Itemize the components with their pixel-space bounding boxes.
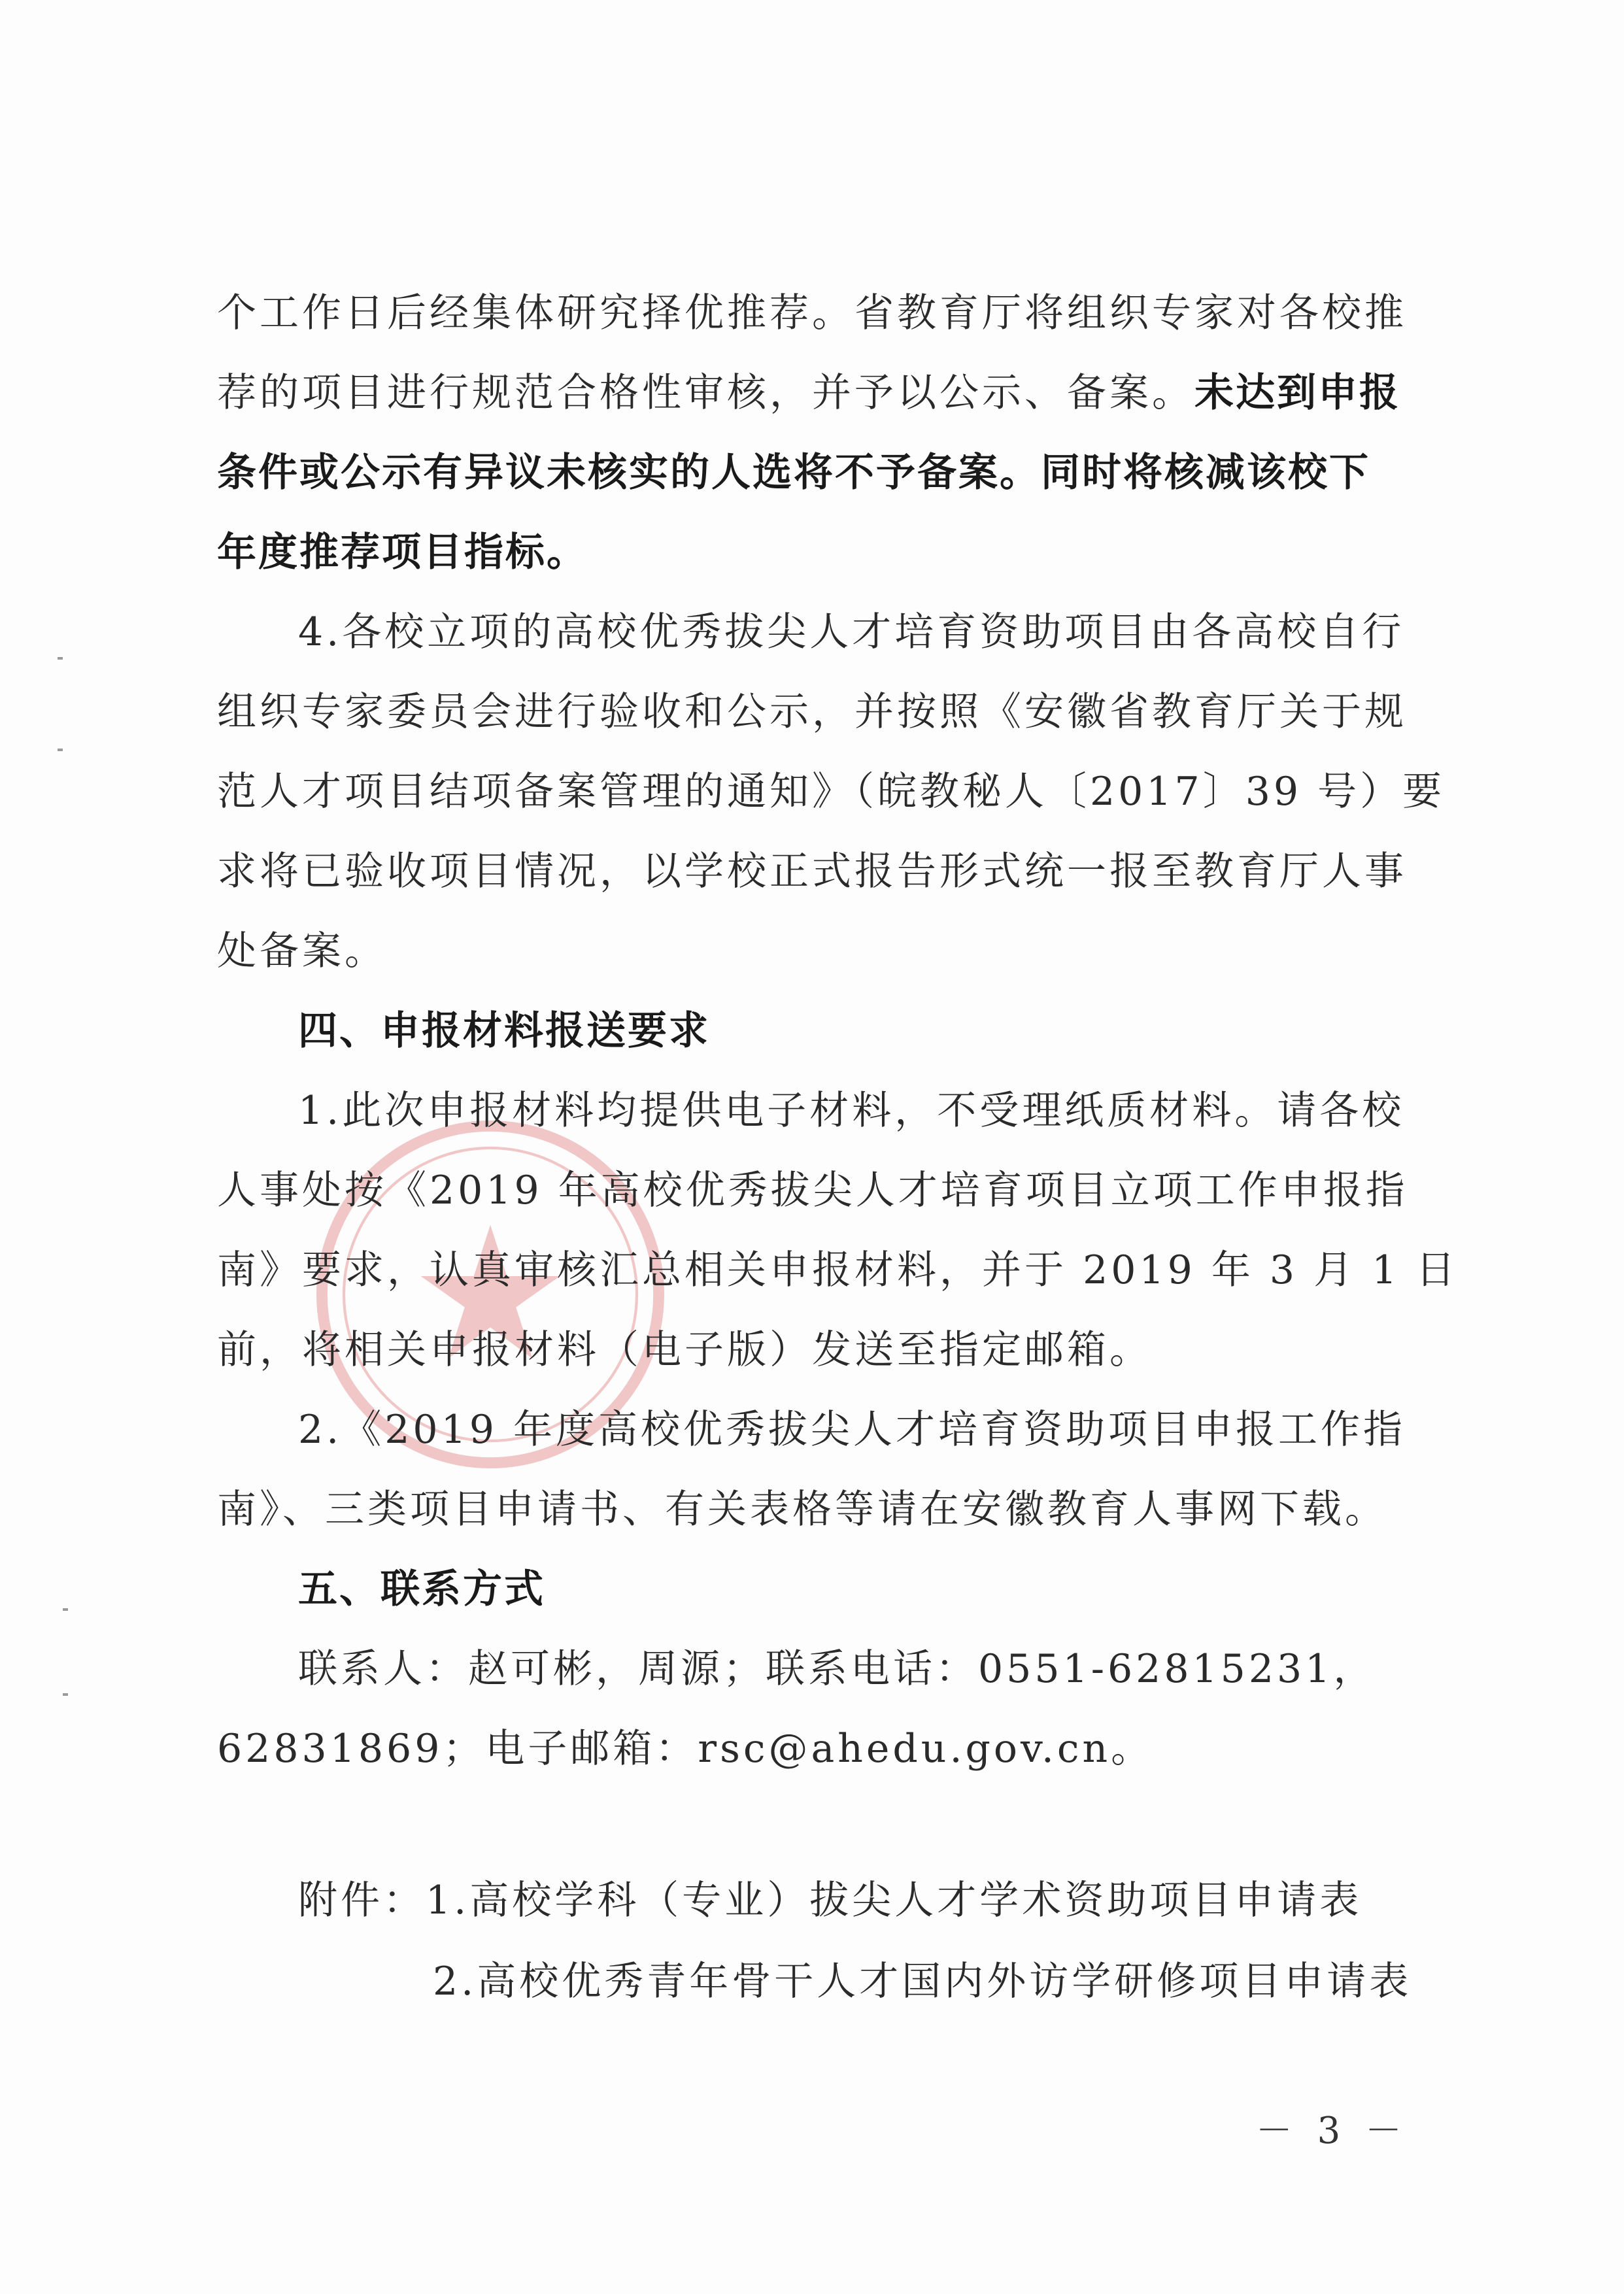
paragraph-line: 4.各校立项的高校优秀拔尖人才培育资助项目由各高校自行 [298,609,1405,655]
contact-line: 62831869；电子邮箱：rsc@ahedu.gov.cn。 [217,1726,1154,1772]
paragraph-bold-line: 条件或公示有异议未核实的人选将不予备案。同时将核减该校下 [217,450,1370,496]
page-number: － 3 － [1255,2110,1408,2152]
paragraph-line [217,353,1407,433]
margin-mark [58,749,63,751]
paragraph-line: 范人才项目结项备案管理的通知》（皖教秘人〔2017〕39 号）要 [217,769,1446,815]
attachment-item: 2.高校优秀青年骨干人才国内外访学研修项目申请表 [433,1959,1412,2004]
contact-line: 联系人：赵可彬，周源；联系电话：0551-62815231， [298,1646,1376,1692]
attachments-list [217,1860,1412,2022]
paragraph-line: 2.《2019 年度高校优秀拔尖人才培育资助项目申报工作指 [298,1407,1406,1453]
paragraph-bold-line: 年度推荐项目指标。 [217,530,588,575]
paragraph-line: 求将已验收项目情况，以学校正式报告形式统一报至教育厅人事 [217,849,1407,894]
paragraph-line: 南》要求，认真审核汇总相关申报材料，并于 2019 年 3 月 1 日 [217,1247,1459,1293]
body-text [217,273,1459,1789]
paragraph-line: 人事处按《2019 年高校优秀拔尖人才培育项目立项工作申报指 [217,1168,1408,1213]
paragraph-line: 南》、三类项目申请书、有关表格等请在安徽教育人事网下载。 [217,1487,1387,1532]
section-heading: 五、联系方式 [298,1566,545,1612]
margin-mark [63,1693,68,1696]
margin-mark [58,657,63,660]
paragraph-line: 1.此次申报材料均提供电子材料，不受理纸质材料。请各校 [298,1088,1405,1134]
section-heading: 四、申报材料报送要求 [298,1008,710,1054]
paragraph-line: 组织专家委员会进行验收和公示，并按照《安徽省教育厅关于规 [217,689,1407,735]
paragraph-line: 个工作日后经集体研究择优推荐。省教育厅将组织专家对各校推 [217,290,1407,336]
paragraph-line: 前，将相关申报材料（电子版）发送至指定邮箱。 [217,1327,1152,1373]
margin-mark [63,1608,68,1611]
paragraph-bold-text: 未达到申报 [1194,370,1400,416]
paragraph-line: 处备案。 [217,928,387,974]
attachment-item: 附件：1.高校学科（专业）拔尖人才学术资助项目申请表 [298,1878,1362,1923]
paragraph-text: 荐的项目进行规范合格性审核，并予以公示、备案。 [217,370,1194,416]
